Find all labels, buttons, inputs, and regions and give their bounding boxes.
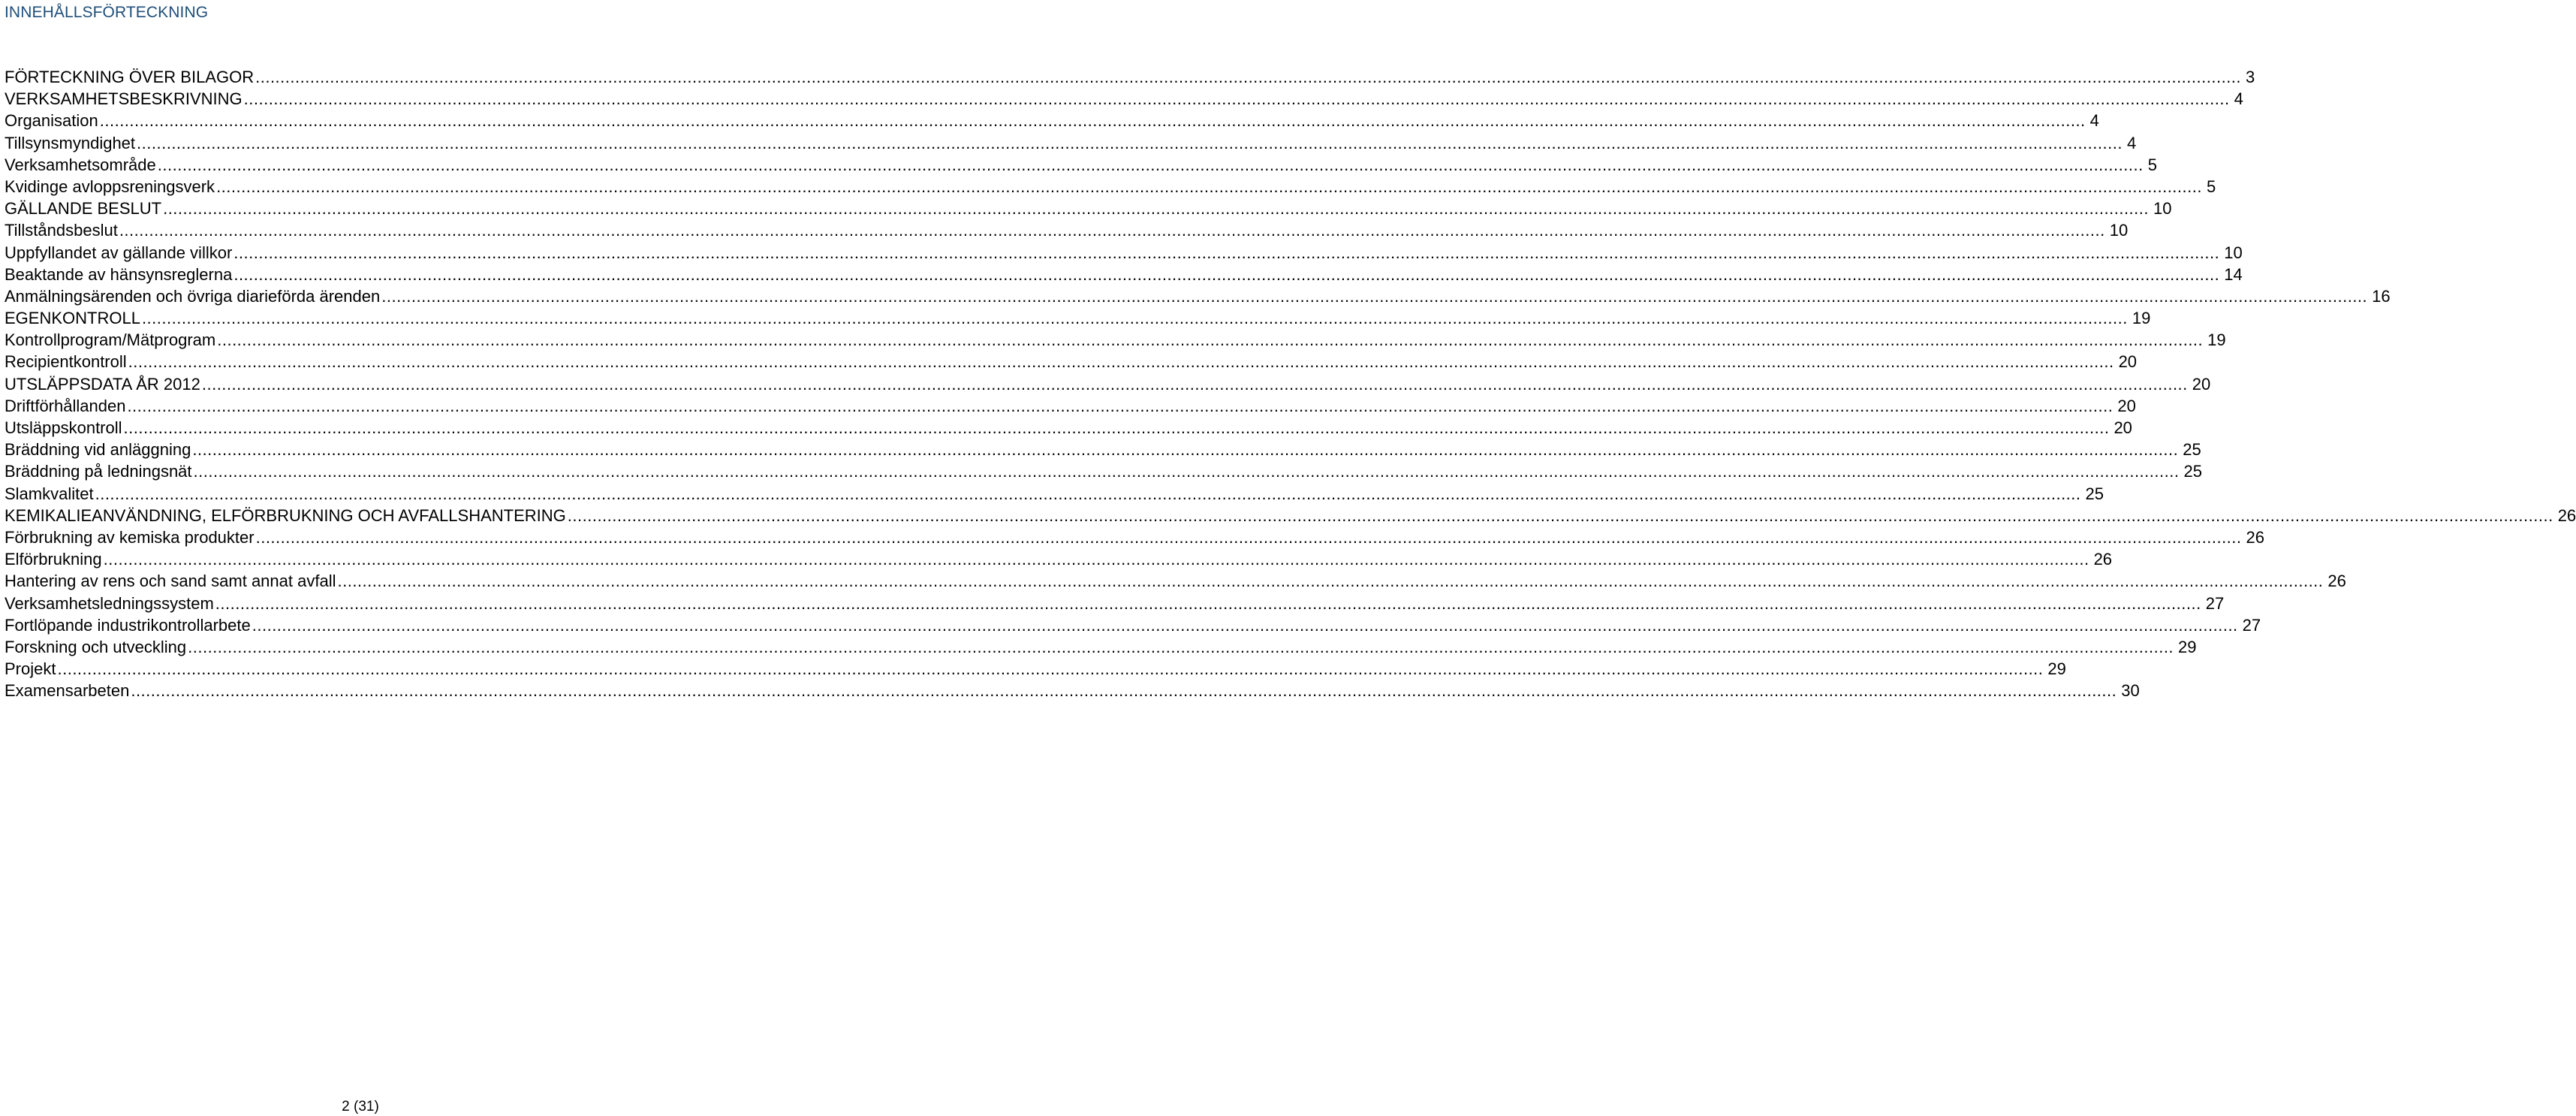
toc-entry[interactable]: [5, 285, 2391, 307]
toc-entry-page: 20: [2118, 352, 2138, 372]
toc-dot-leader: ................................................................................................................................................................................................................................................................................................................................................................................................................: [127, 396, 2114, 415]
toc-entry-title: VERKSAMHETSBESKRIVNING: [5, 89, 243, 109]
toc-entry-title: FÖRTECKNING ÖVER BILAGOR: [5, 68, 255, 86]
toc-dot-leader: ................................................................................................................................................................................................................................................................................................................................................................................................................: [192, 440, 2179, 460]
toc-entry-title: Bräddning på ledningsnät: [5, 462, 192, 481]
toc-dot-leader: ................................................................................................................................................................................................................................................................................................................................................................................................................: [95, 484, 2081, 503]
toc-entry-page: 10: [2224, 243, 2243, 262]
toc-entry-page: 30: [2121, 681, 2140, 701]
toc-entry-title: Verksamhetsledningssystem: [5, 593, 214, 613]
toc-entry[interactable]: [5, 439, 2201, 460]
toc-entry-page: 25: [2183, 440, 2201, 460]
toc-entry-page: 10: [2109, 221, 2129, 240]
toc-entry-title: Bräddning vid anläggning: [5, 440, 191, 460]
toc-entry-title: Forskning och utveckling: [5, 637, 187, 656]
toc-dot-leader: ................................................................................................................................................................................................................................................................................................................................................................................................................: [99, 111, 2086, 131]
toc-entry[interactable]: [5, 395, 2136, 417]
toc-entry[interactable]: [5, 460, 2202, 482]
toc-dot-leader: ................................................................................................................................................................................................................................................................................................................................................................................................................: [381, 286, 2368, 306]
toc-dot-leader: ................................................................................................................................................................................................................................................................................................................................................................................................................: [252, 615, 2238, 635]
toc-dot-leader: ................................................................................................................................................................................................................................................................................................................................................................................................................: [103, 550, 2089, 569]
toc-dot-leader: ................................................................................................................................................................................................................................................................................................................................................................................................................: [119, 221, 2105, 240]
toc-dot-leader: ................................................................................................................................................................................................................................................................................................................................................................................................................: [137, 133, 2123, 152]
page-heading: INNEHÅLLSFÖRTECKNING: [5, 4, 209, 21]
table-of-contents: [5, 66, 2576, 701]
toc-entry[interactable]: [5, 636, 2197, 658]
toc-entry[interactable]: [5, 307, 2151, 329]
toc-entry-page: 20: [2192, 374, 2211, 394]
toc-entry-page: 5: [2147, 155, 2157, 174]
toc-entry-page: 4: [2089, 111, 2099, 131]
toc-entry-title: Projekt: [5, 659, 56, 679]
toc-entry-page: 26: [2093, 550, 2113, 569]
toc-entry-page: 5: [2206, 176, 2216, 196]
toc-entry-title: Kvidinge avloppsreningsverk: [5, 176, 215, 196]
toc-entry[interactable]: [5, 570, 2346, 592]
toc-dot-leader: ................................................................................................................................................................................................................................................................................................................................................................................................................: [337, 572, 2324, 591]
toc-dot-leader: ................................................................................................................................................................................................................................................................................................................................................................................................................: [567, 505, 2553, 525]
toc-entry-title: Slamkvalitet: [5, 484, 94, 503]
toc-dot-leader: ................................................................................................................................................................................................................................................................................................................................................................................................................: [255, 527, 2242, 547]
toc-entry-page: 26: [2557, 505, 2576, 525]
toc-entry-page: 25: [2085, 484, 2104, 503]
toc-dot-leader: ................................................................................................................................................................................................................................................................................................................................................................................................................: [243, 89, 2230, 109]
toc-entry-title: Elförbrukning: [5, 550, 102, 569]
toc-entry[interactable]: [5, 417, 2132, 439]
toc-entry[interactable]: [5, 88, 2243, 110]
toc-entry[interactable]: [5, 526, 2264, 548]
toc-dot-leader: ................................................................................................................................................................................................................................................................................................................................................................................................................: [123, 418, 2110, 437]
toc-entry-page: 4: [2126, 133, 2137, 152]
toc-entry-page: 14: [2224, 264, 2243, 284]
toc-entry-page: 29: [2178, 637, 2197, 656]
toc-entry-title: Driftförhållanden: [5, 396, 126, 415]
toc-entry-page: 29: [2047, 659, 2066, 679]
toc-entry[interactable]: [5, 264, 2243, 285]
toc-entry[interactable]: [5, 242, 2243, 264]
toc-entry-title: Recipientkontroll: [5, 352, 127, 372]
toc-dot-leader: ................................................................................................................................................................................................................................................................................................................................................................................................................: [215, 593, 2201, 613]
toc-entry-title: Hantering av rens och sand samt annat avfall: [5, 572, 336, 591]
toc-dot-leader: ................................................................................................................................................................................................................................................................................................................................................................................................................: [255, 68, 2242, 86]
toc-entry-page: 26: [2327, 572, 2346, 591]
toc-dot-leader: ................................................................................................................................................................................................................................................................................................................................................................................................................: [57, 659, 2044, 679]
toc-entry[interactable]: [5, 505, 2576, 526]
toc-entry-page: 3: [2246, 68, 2255, 86]
toc-dot-leader: ................................................................................................................................................................................................................................................................................................................................................................................................................: [188, 637, 2174, 656]
toc-entry-title: Tillsynsmyndighet: [5, 133, 136, 152]
toc-entry-title: UTSLÄPPSDATA ÅR 2012: [5, 374, 200, 394]
toc-entry-page: 27: [2205, 593, 2225, 613]
toc-entry[interactable]: [5, 132, 2137, 154]
toc-entry-page: 16: [2372, 286, 2391, 306]
toc-entry[interactable]: [5, 154, 2157, 176]
toc-entry[interactable]: [5, 548, 2113, 570]
toc-entry[interactable]: [5, 329, 2226, 351]
toc-entry-page: 4: [2234, 89, 2243, 109]
toc-entry-title: Anmälningsärenden och övriga diarieförda ärenden: [5, 286, 381, 306]
toc-entry-title: Kontrollprogram/Mätprogram: [5, 330, 216, 350]
toc-dot-leader: ................................................................................................................................................................................................................................................................................................................................................................................................................: [201, 374, 2188, 394]
toc-entry[interactable]: [5, 198, 2172, 219]
toc-entry-title: Uppfyllandet av gällande villkor: [5, 243, 233, 262]
toc-entry-title: KEMIKALIEANVÄNDNING, ELFÖRBRUKNING OCH AVFALLSHANTERING: [5, 505, 566, 525]
toc-entry[interactable]: [5, 373, 2211, 395]
toc-entry-page: 19: [2132, 309, 2151, 328]
toc-entry-title: Fortlöpande industrikontrollarbete: [5, 615, 251, 635]
toc-entry[interactable]: [5, 593, 2225, 614]
toc-entry-page: 20: [2117, 396, 2136, 415]
toc-entry[interactable]: [5, 351, 2138, 373]
toc-entry-title: Examensarbeten: [5, 681, 130, 701]
toc-entry-title: Verksamhetsområde: [5, 155, 156, 174]
toc-entry[interactable]: [5, 483, 2104, 505]
toc-dot-leader: ................................................................................................................................................................................................................................................................................................................................................................................................................: [217, 330, 2204, 350]
toc-entry[interactable]: [5, 658, 2066, 680]
toc-entry-page: 27: [2242, 615, 2261, 635]
toc-entry[interactable]: [5, 614, 2261, 636]
toc-dot-leader: ................................................................................................................................................................................................................................................................................................................................................................................................................: [233, 264, 2220, 284]
toc-dot-leader: ................................................................................................................................................................................................................................................................................................................................................................................................................: [131, 681, 2117, 701]
toc-entry[interactable]: [5, 680, 2140, 701]
toc-entry-page: 20: [2114, 418, 2132, 437]
toc-entry-title: EGENKONTROLL: [5, 309, 140, 328]
toc-entry-page: 25: [2183, 462, 2202, 481]
toc-dot-leader: ................................................................................................................................................................................................................................................................................................................................................................................................................: [141, 309, 2128, 328]
toc-entry-title: Förbrukning av kemiska produkter: [5, 527, 255, 547]
toc-dot-leader: ................................................................................................................................................................................................................................................................................................................................................................................................................: [193, 462, 2180, 481]
toc-entry-page: 19: [2207, 330, 2226, 350]
toc-entry-title: GÄLLANDE BESLUT: [5, 199, 162, 219]
toc-entry-title: Tillståndsbeslut: [5, 221, 118, 240]
toc-entry[interactable]: [5, 66, 2255, 88]
toc-entry-title: Beaktande av hänsynsreglerna: [5, 264, 233, 284]
toc-entry-page: 26: [2246, 527, 2264, 547]
page-number: 2 (31): [342, 1099, 379, 1114]
toc-dot-leader: ................................................................................................................................................................................................................................................................................................................................................................................................................: [233, 243, 2220, 262]
toc-entry[interactable]: [5, 110, 2099, 131]
toc-dot-leader: ................................................................................................................................................................................................................................................................................................................................................................................................................: [128, 352, 2114, 372]
toc-entry[interactable]: [5, 176, 2216, 198]
toc-entry-title: Utsläppskontroll: [5, 418, 122, 437]
toc-entry-page: 10: [2153, 199, 2172, 219]
toc-dot-leader: ................................................................................................................................................................................................................................................................................................................................................................................................................: [216, 176, 2202, 196]
toc-entry[interactable]: [5, 219, 2129, 241]
toc-dot-leader: ................................................................................................................................................................................................................................................................................................................................................................................................................: [163, 199, 2149, 219]
toc-entry-title: Organisation: [5, 111, 98, 131]
toc-dot-leader: ................................................................................................................................................................................................................................................................................................................................................................................................................: [157, 155, 2144, 174]
